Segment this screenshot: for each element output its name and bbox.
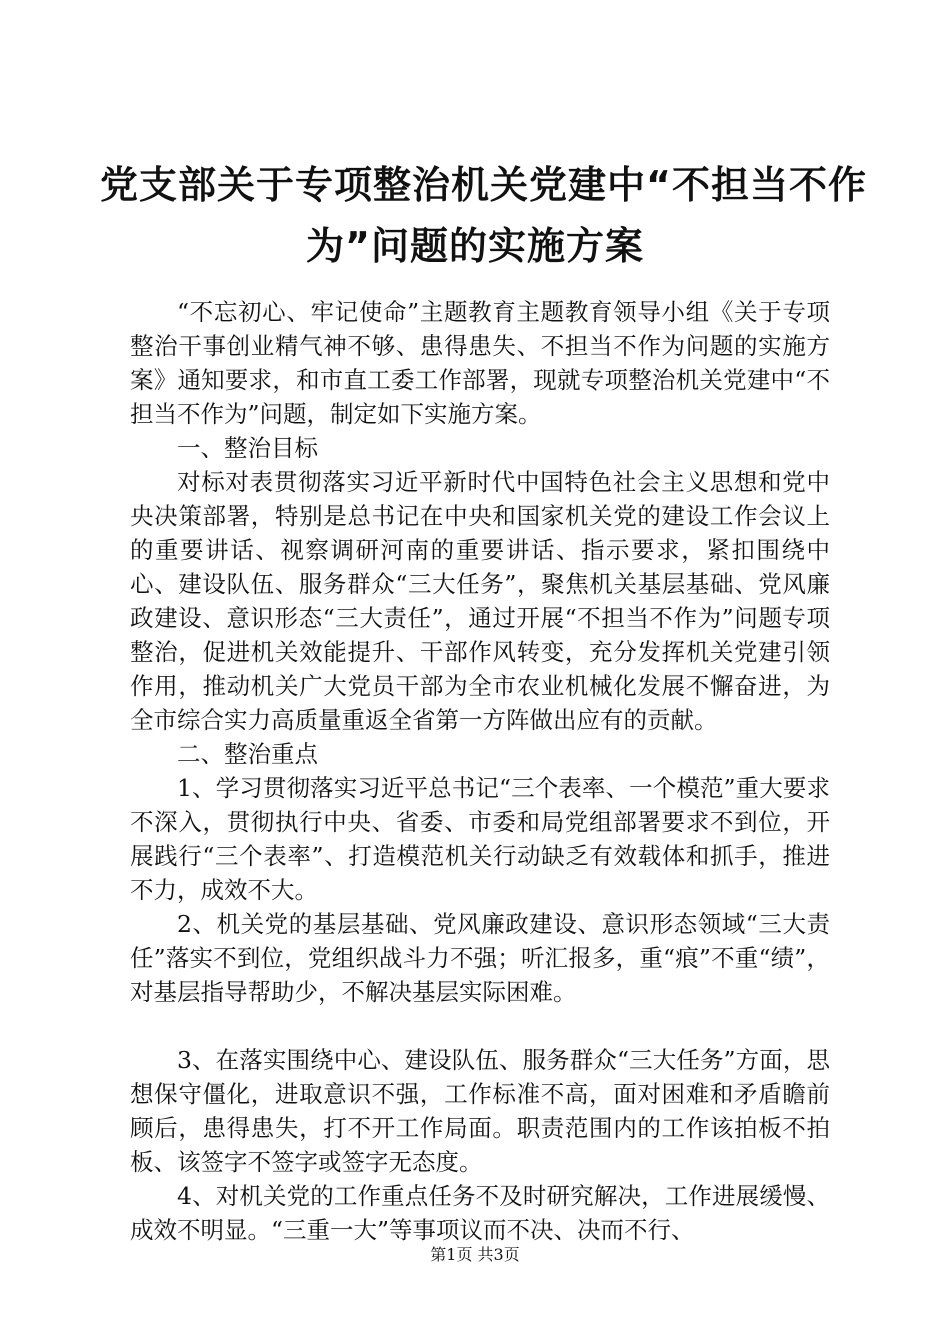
section-heading-goals: 一、整治目标 [177, 434, 318, 462]
document-body [130, 295, 830, 1247]
section-heading-focus: 二、整治重点 [177, 740, 318, 768]
focus-item-4: 4、对机关党的工作重点任务不及时研究解决，工作进展缓慢、成效不明显。“三重一大”等事项议而不决、决而不行、 [130, 1182, 830, 1244]
page-footer: 第1页 共3页 [430, 1245, 520, 1264]
document-title-line-1: 党支部关于专项整治机关党建中“不担当不作 [100, 163, 867, 207]
document-title-line-2: 为”问题的实施方案 [306, 224, 644, 268]
intro-paragraph: “不忘初心、牢记使命”主题教育主题教育领导小组《关于专项整治干事创业精气神不够、患得患失、不担当不作为问题的实施方案》通知要求，和市直工委工作部署，现就专项整治机关党建中“不担当不作为”问题，制定如下实施方案。 [130, 298, 830, 428]
goals-paragraph: 对标对表贯彻落实习近平新时代中国特色社会主义思想和党中央决策部署，特别是总书记在中央和国家机关党的建设工作会议上的重要讲话、视察调研河南的重要讲话、指示要求，紧扣围绕中心、建设队伍、服务群众“三大任务”，聚焦机关基层基础、党风廉政建设、意识形态“三大责任”，通过开展“不担当不作为”问题专项整治，促进机关效能提升、干部作风转变，充分发挥机关党建引领作用，推动机关广大党员干部为全市农业机械化发展不懈奋进，为全市综合实力高质量重返全省第一方阵做出应有的贡献。 [130, 468, 830, 734]
focus-item-3: 3、在落实围绕中心、建设队伍、服务群众“三大任务”方面，思想保守僵化，进取意识不强，工作标准不高，面对困难和矛盾瞻前顾后，患得患失，打不开工作局面。职责范围内的工作该拍板不拍板、该签字不签字或签字无态度。 [130, 1046, 830, 1176]
focus-item-2: 2、机关党的基层基础、党风廉政建设、意识形态领域“三大责任”落实不到位，党组织战斗力不强；听汇报多，重“痕”不重“绩”，对基层指导帮助少，不解决基层实际困难。 [130, 910, 830, 1006]
focus-item-1: 1、学习贯彻落实习近平总书记“三个表率、一个模范”重大要求不深入，贯彻执行中央、省委、市委和局党组部署要求不到位，开展践行“三个表率”、打造模范机关行动缺乏有效载体和抓手，推进不力，成效不大。 [130, 774, 830, 904]
